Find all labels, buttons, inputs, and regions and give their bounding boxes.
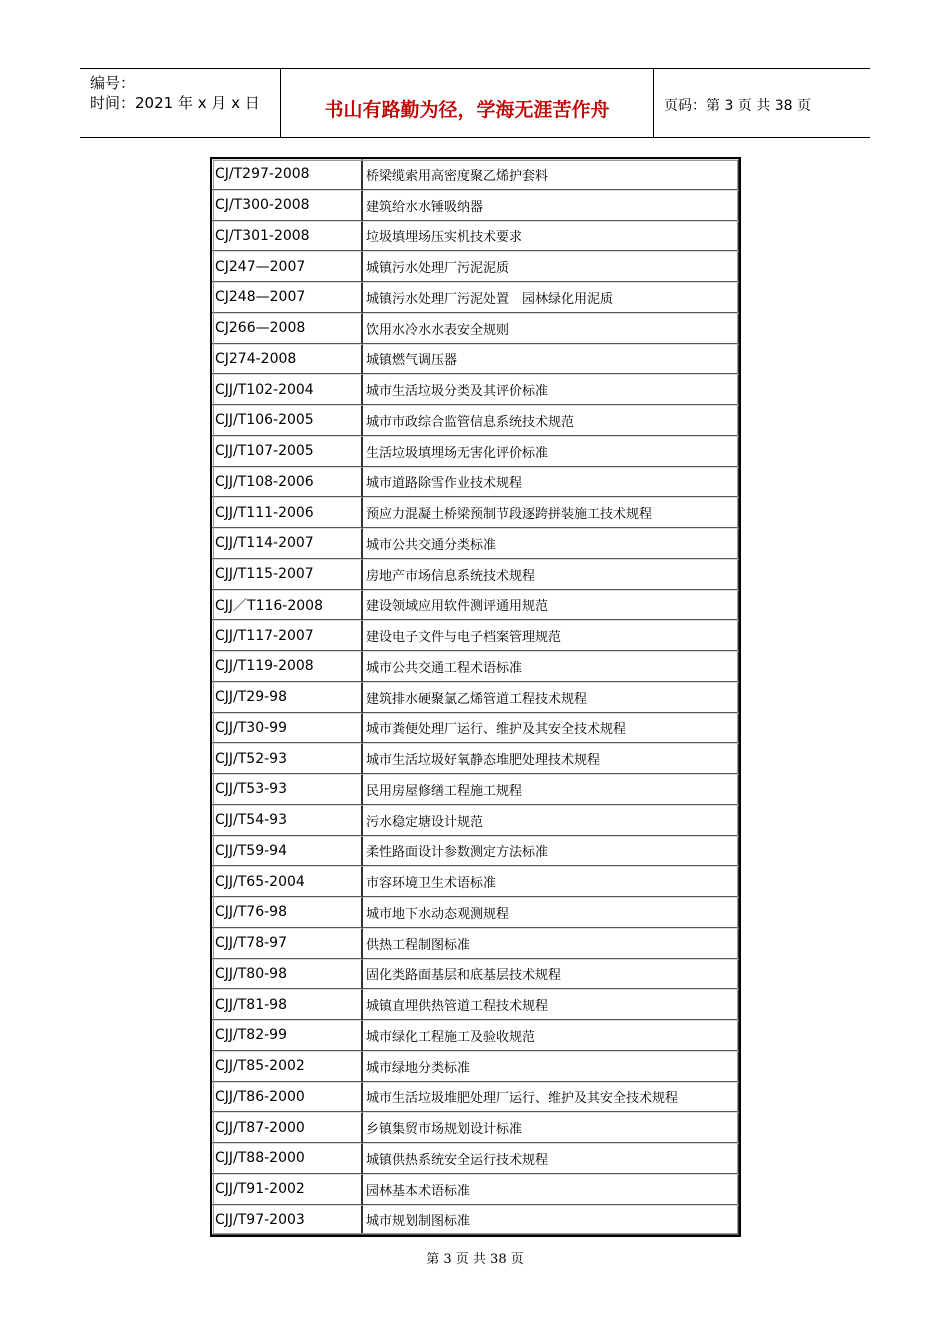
standards-table xyxy=(210,157,741,1237)
header-motto-cell xyxy=(281,69,654,137)
table-row xyxy=(212,682,739,713)
standard-name: 预应力混凝土桥梁预制节段逐跨拼装施工技术规程 xyxy=(363,497,739,528)
standard-name: 固化类路面基层和底基层技术规程 xyxy=(363,959,739,990)
table-row xyxy=(212,1205,739,1236)
standard-code: CJJ/T85-2002 xyxy=(212,1051,363,1082)
table-row xyxy=(212,251,739,282)
table-row xyxy=(212,436,739,467)
standard-code: CJJ/T117-2007 xyxy=(212,620,363,651)
table-row xyxy=(212,1020,739,1051)
table-row xyxy=(212,559,739,590)
standard-name: 城市绿化工程施工及验收规范 xyxy=(363,1020,739,1051)
standard-code: CJ/T301-2008 xyxy=(212,221,363,252)
standard-code: CJJ/T86-2000 xyxy=(212,1082,363,1113)
standard-name: 城镇污水处理厂污泥处置 园林绿化用泥质 xyxy=(363,282,739,313)
standard-name: 桥梁缆索用高密度聚乙烯护套料 xyxy=(363,159,739,190)
standard-code: CJJ/T78-97 xyxy=(212,928,363,959)
standard-code: CJJ/T54-93 xyxy=(212,805,363,836)
table-row xyxy=(212,1143,739,1174)
standard-code: CJJ/T97-2003 xyxy=(212,1205,363,1236)
standard-name: 柔性路面设计参数测定方法标准 xyxy=(363,836,739,867)
standard-code: CJJ/T59-94 xyxy=(212,836,363,867)
table-row xyxy=(212,897,739,928)
standard-name: 城镇燃气调压器 xyxy=(363,344,739,375)
header-page-info: 页码：第 3 页 共 38 页 xyxy=(664,98,811,114)
table-row xyxy=(212,1082,739,1113)
standard-name: 城市生活垃圾分类及其评价标准 xyxy=(363,374,739,405)
standard-name: 污水稳定塘设计规范 xyxy=(363,805,739,836)
standard-code: CJ247—2007 xyxy=(212,251,363,282)
standard-code: CJ274-2008 xyxy=(212,344,363,375)
table-row xyxy=(212,1051,739,1082)
table-row xyxy=(212,590,739,621)
standard-name: 城市规划制图标准 xyxy=(363,1205,739,1236)
standard-code: CJ266—2008 xyxy=(212,313,363,344)
table-row xyxy=(212,989,739,1020)
standard-code: CJJ/T106-2005 xyxy=(212,405,363,436)
header-motto: 书山有路勤为径，学海无涯苦作舟 xyxy=(324,99,610,121)
standard-code: CJJ/T52-93 xyxy=(212,743,363,774)
header-meta-cell xyxy=(80,69,281,137)
standard-code: CJ248—2007 xyxy=(212,282,363,313)
standard-code: CJJ/T81-98 xyxy=(212,989,363,1020)
table-row xyxy=(212,651,739,682)
standard-code: CJJ/T102-2004 xyxy=(212,374,363,405)
table-row xyxy=(212,405,739,436)
standard-name: 建设领域应用软件测评通用规范 xyxy=(363,590,739,621)
document-time-label: 时间：2021 年 x 月 x 日 xyxy=(90,94,260,112)
standard-name: 城镇供热系统安全运行技术规程 xyxy=(363,1143,739,1174)
standard-name: 城市公共交通分类标准 xyxy=(363,528,739,559)
table-row xyxy=(212,836,739,867)
table-row xyxy=(212,928,739,959)
standard-code: CJJ/T108-2006 xyxy=(212,467,363,498)
standard-name: 城市生活垃圾好氧静态堆肥处理技术规程 xyxy=(363,743,739,774)
standard-code: CJJ/T87-2000 xyxy=(212,1112,363,1143)
table-row xyxy=(212,344,739,375)
table-row xyxy=(212,374,739,405)
table-row xyxy=(212,313,739,344)
standard-name: 饮用水冷水水表安全规则 xyxy=(363,313,739,344)
standard-name: 城镇污水处理厂污泥泥质 xyxy=(363,251,739,282)
standard-code: CJJ/T80-98 xyxy=(212,959,363,990)
standard-code: CJJ／T116-2008 xyxy=(212,590,363,621)
standard-code: CJJ/T29-98 xyxy=(212,682,363,713)
standard-code: CJJ/T119-2008 xyxy=(212,651,363,682)
standard-code: CJJ/T30-99 xyxy=(212,713,363,744)
table-row xyxy=(212,1112,739,1143)
standard-code: CJ/T297-2008 xyxy=(212,159,363,190)
standard-code: CJJ/T115-2007 xyxy=(212,559,363,590)
table-row xyxy=(212,221,739,252)
standard-name: 民用房屋修缮工程施工规程 xyxy=(363,774,739,805)
standard-code: CJJ/T114-2007 xyxy=(212,528,363,559)
table-row xyxy=(212,190,739,221)
standard-code: CJ/T300-2008 xyxy=(212,190,363,221)
standard-name: 建设电子文件与电子档案管理规范 xyxy=(363,620,739,651)
table-row xyxy=(212,620,739,651)
standard-name: 园林基本术语标准 xyxy=(363,1174,739,1205)
standard-code: CJJ/T76-98 xyxy=(212,897,363,928)
standard-code: CJJ/T53-93 xyxy=(212,774,363,805)
standard-code: CJJ/T91-2002 xyxy=(212,1174,363,1205)
standard-code: CJJ/T111-2006 xyxy=(212,497,363,528)
standard-code: CJJ/T107-2005 xyxy=(212,436,363,467)
table-row xyxy=(212,805,739,836)
standard-name: 供热工程制图标准 xyxy=(363,928,739,959)
standard-code: CJJ/T88-2000 xyxy=(212,1143,363,1174)
standard-name: 垃圾填埋场压实机技术要求 xyxy=(363,221,739,252)
standard-name: 城市粪便处理厂运行、维护及其安全技术规程 xyxy=(363,713,739,744)
document-number-label: 编号： xyxy=(90,74,136,92)
standard-name: 生活垃圾填埋场无害化评价标准 xyxy=(363,436,739,467)
standard-name: 城市道路除雪作业技术规程 xyxy=(363,467,739,498)
table-row xyxy=(212,282,739,313)
page-footer: 第 3 页 共 38 页 xyxy=(426,1252,524,1267)
table-row xyxy=(212,159,739,190)
page-header xyxy=(80,68,870,138)
standards-table-body xyxy=(212,159,739,1235)
standard-name: 城市地下水动态观测规程 xyxy=(363,897,739,928)
table-row xyxy=(212,713,739,744)
standard-name: 房地产市场信息系统技术规程 xyxy=(363,559,739,590)
table-row xyxy=(212,528,739,559)
table-row xyxy=(212,497,739,528)
table-row xyxy=(212,743,739,774)
standard-name: 城市绿地分类标准 xyxy=(363,1051,739,1082)
standard-name: 乡镇集贸市场规划设计标准 xyxy=(363,1112,739,1143)
header-page-cell xyxy=(654,69,870,137)
standard-name: 建筑排水硬聚氯乙烯管道工程技术规程 xyxy=(363,682,739,713)
standard-name: 城市市政综合监管信息系统技术规范 xyxy=(363,405,739,436)
table-row xyxy=(212,774,739,805)
table-row xyxy=(212,866,739,897)
table-row xyxy=(212,467,739,498)
table-row xyxy=(212,1174,739,1205)
standard-name: 建筑给水水锤吸纳器 xyxy=(363,190,739,221)
standard-name: 市容环境卫生术语标准 xyxy=(363,866,739,897)
standard-name: 城市生活垃圾堆肥处理厂运行、维护及其安全技术规程 xyxy=(363,1082,739,1113)
standard-code: CJJ/T82-99 xyxy=(212,1020,363,1051)
standard-name: 城镇直埋供热管道工程技术规程 xyxy=(363,989,739,1020)
table-row xyxy=(212,959,739,990)
standard-code: CJJ/T65-2004 xyxy=(212,866,363,897)
standard-name: 城市公共交通工程术语标准 xyxy=(363,651,739,682)
